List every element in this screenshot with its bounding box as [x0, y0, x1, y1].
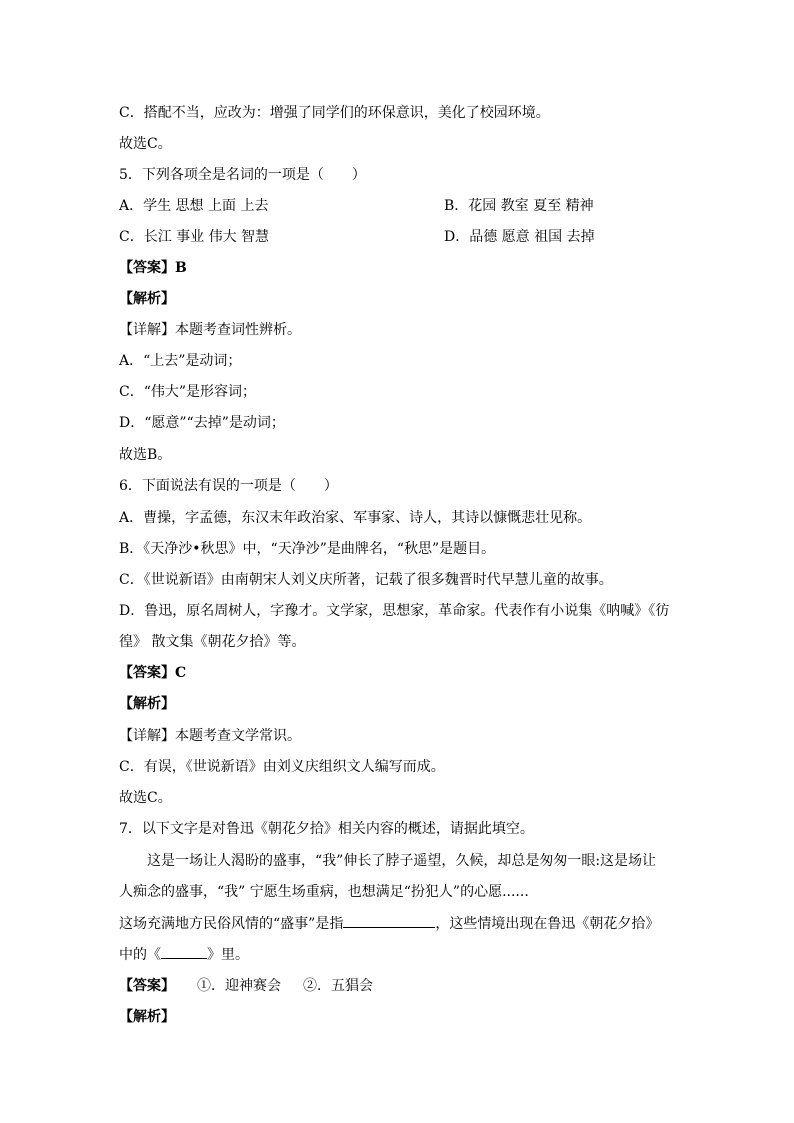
analysis-label: 【解析】	[119, 696, 175, 712]
analysis-label: 【解析】	[119, 291, 175, 307]
choice-line: 故选B。	[119, 447, 172, 463]
fill-blank-line	[119, 913, 659, 934]
option-d: D．鲁迅，原名周树人，字豫才。文学家，思想家，革命家。代表作有小说集《呐喊》《彷	[119, 603, 670, 619]
answer-label: 【答案】	[119, 978, 175, 994]
question-7: 7．以下文字是对鲁迅《朝花夕拾》相关内容的概述，请据此填空。	[119, 821, 534, 837]
choice-line: 故选C。	[119, 790, 172, 806]
option-d: D．品德 愿意 祖国 去掉	[444, 229, 595, 245]
passage-line: 人痴念的盛事，“我” 宁愿生场重病，也想满足“扮犯人”的心愿......	[119, 884, 529, 900]
answer-2: ②．五猖会	[303, 978, 373, 994]
option-d-continued: 徨》 散文集《朝花夕拾》等。	[119, 634, 306, 650]
fill-blank-text: 》里。	[207, 947, 249, 963]
fill-blank-line	[119, 944, 249, 965]
question-5: 5．下列各项全是名词的一项是（ ）	[119, 167, 366, 183]
option-b: B．《天净沙•秋思》中，“天净沙”是曲牌名，“秋思”是题目。	[119, 541, 496, 557]
analysis-label: 【解析】	[119, 1009, 175, 1025]
explanation-line: D．“愿意”“去掉”是动词；	[119, 415, 285, 431]
answer-line	[119, 976, 373, 996]
detail-line: 【详解】本题考查文学常识。	[119, 728, 301, 744]
explanation-line: C．“伟大”是形容词；	[119, 384, 257, 400]
option-a: A．曹操，字孟德，东汉末年政治家、军事家、诗人，其诗以慷慨悲壮见称。	[119, 510, 592, 526]
blank-2[interactable]	[161, 944, 207, 959]
fill-blank-text: 中的《	[119, 947, 161, 963]
text-line: C．搭配不当，应改为：增强了同学们的环保意识，美化了校园环境。	[119, 105, 550, 121]
detail-line: 【详解】本题考查词性辨析。	[119, 322, 301, 338]
passage-line: 这是一场让人渴盼的盛事，“我”伸长了脖子遥望，久候，却总是匆匆一眼:这是场让	[147, 853, 657, 869]
fill-blank-text: ，这些情境出现在鲁迅《朝花夕拾》	[435, 916, 660, 932]
option-c: C．长江 事业 伟大 智慧	[119, 229, 270, 245]
explanation-line: C．有误，《世说新语》由刘义庆组织文人编写而成。	[119, 759, 445, 775]
text-line: 故选C。	[119, 136, 172, 152]
explanation-line: A．“上去”是动词；	[119, 353, 242, 369]
answer-label: 【答案】C	[119, 665, 187, 681]
option-a: A．学生 思想 上面 上去	[119, 198, 269, 214]
question-6: 6．下面说法有误的一项是（ ）	[119, 478, 338, 494]
blank-1[interactable]	[343, 913, 435, 928]
answer-label: 【答案】B	[119, 260, 187, 276]
fill-blank-text: 这场充满地方民俗风情的“盛事”是指	[119, 916, 344, 932]
option-b: B．花园 教室 夏至 精神	[444, 198, 594, 214]
option-c: C．《世说新语》由南朝宋人刘义庆所著，记载了很多魏晋时代早慧儿童的故事。	[119, 572, 613, 588]
answer-1: ①．迎神赛会	[197, 978, 281, 994]
